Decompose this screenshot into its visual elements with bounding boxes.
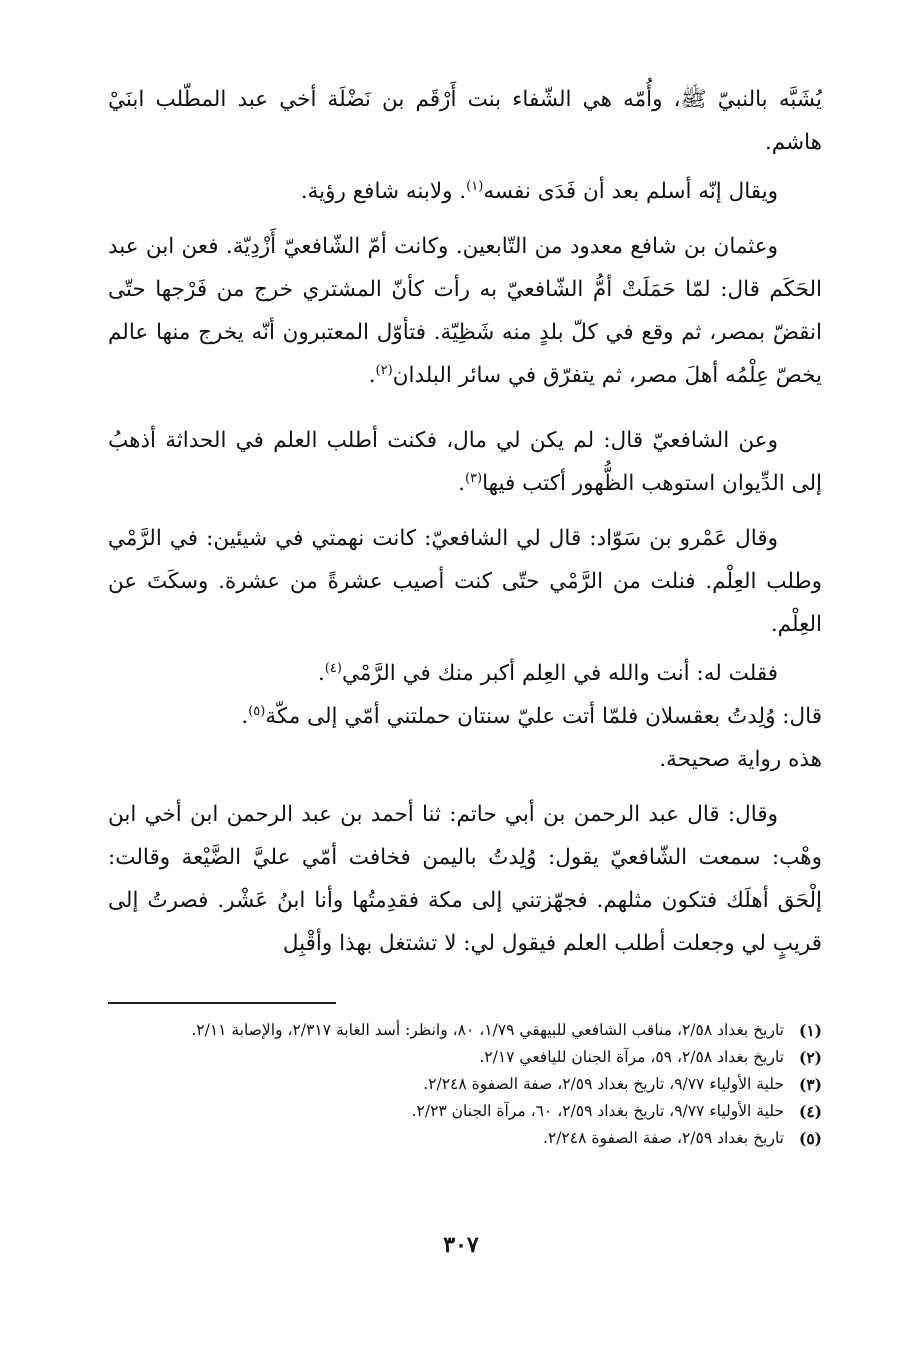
paragraph-3: [108, 225, 822, 397]
paragraph-text: يُشَبَّه بالنبيّ ﷺ، وأُمّه هي الشّفاء بنت أَرْقَم بن نَضْلَة أخي عبد المطّلب ابنَيْ هاشم.: [108, 87, 822, 155]
paragraph-text: قال: وُلِدتُ بعقسلان فلمّا أتت عليّ سنتان حملتني أمّي إلى مكّة: [265, 704, 822, 729]
footnote-text: تاريخ بغداد ٢/٥٨، ٥٩، مرآة الجنان لليافعي ٢/١٧.: [479, 1048, 784, 1066]
paragraph-5: [108, 517, 822, 646]
paragraph-4: [108, 419, 822, 505]
paragraph-text: وقال عَمْرو بن سَوّاد: قال لي الشافعيّ: كانت نهمتي في شيئين: في الرَّمْي وطلب العِلْم. فنلت من الرَّمْي حتّى كنت أصيب عشرةً من عشرة. وسكَتَ عن العِلْم.: [108, 526, 822, 637]
paragraph-text: فقلت له: أنت والله في العِلم أكبر منك في الرَّمْي: [341, 661, 778, 686]
footnote-text: حلية الأولياء ٩/٧٧، تاريخ بغداد ٢/٥٩، صفة الصفوة ٢/٢٤٨.: [423, 1075, 784, 1093]
paragraph-6: [108, 652, 822, 695]
paragraph-text-after: .: [368, 363, 376, 388]
footnote-number: (١): [798, 1021, 822, 1040]
footnote-ref-3[interactable]: (٣): [464, 470, 483, 486]
footnote-number: (٤): [798, 1102, 822, 1121]
footnote-number: (٣): [798, 1075, 822, 1094]
main-text: [108, 78, 822, 965]
footnote-ref-5[interactable]: (٥): [248, 703, 266, 719]
footnote-ref-2[interactable]: (٢): [375, 362, 393, 378]
paragraph-text: وعن الشافعيّ قال: لم يكن لي مال، فكنت أطلب العلم في الحداثة أذهبُ إلى الدِّيوان استوهب الظُّهور أكتب فيها: [108, 428, 822, 496]
paragraph-9: [108, 793, 822, 965]
paragraph-text: هذه رواية صحيحة.: [659, 747, 822, 772]
paragraph-text-after: .: [458, 471, 465, 496]
paragraph-text: وعثمان بن شافع معدود من التّابعين. وكانت أمّ الشّافعيّ أَزْدِيّة. فعن ابن عبد الحَكَم قال: لمّا حَمَلَتْ أمُّ الشّافعيّ به رأت كأنّ المشتري خرج من فَرْجها حتّى انقضّ بمصر، ثم وقع في كلّ بلدٍ منه شَظِيّة. فتأوّل المعتبرون أنّه يخرج منها عالم يخصّ عِلْمُه أهلَ مصر، ثم يتفرّق في سائر البلدان: [108, 234, 822, 388]
footnote-text: تاريخ بغداد ٢/٥٨، مناقب الشافعي للبيهقي ١/٧٩، ٨٠، وانظر: أسد الغابة ٢/٣١٧، والإصابة ٢/١١.: [191, 1021, 784, 1039]
footnote-ref-4[interactable]: (٤): [324, 660, 342, 676]
paragraph-text-after: . ولابنه شافع رؤية.: [300, 179, 467, 204]
paragraph-2: [108, 170, 822, 213]
paragraph-text: ويقال إنّه أسلم بعد أن فَدَى نفسه: [483, 179, 778, 204]
paragraph-7: [108, 695, 822, 738]
paragraph-text-after: .: [317, 661, 325, 686]
paragraph-text: وقال: قال عبد الرحمن بن أبي حاتم: ثنا أحمد بن عبد الرحمن ابن أخي ابن وهْب: سمعت الشّافعيّ يقول: وُلِدتُ باليمن فخافت أمّي عليَّ الضَّيْعة وقالت: إلْحَق أهلَك فتكون مثلهم. فجهّزتني إلى مكة فقدِمتُها وأنا ابنُ عَشْر. فصرتُ إلى قريبٍ لي وجعلت أطلب العلم فيقول لي: لا تشتغل بهذا وأقْبِل: [108, 802, 822, 956]
page-number: ٣٠٧: [443, 1232, 479, 1258]
footnote-number: (٥): [798, 1129, 822, 1148]
paragraph-8: [108, 738, 822, 781]
footnote-2: [108, 1045, 822, 1070]
footnote-5: [108, 1126, 822, 1151]
footnote-ref-1[interactable]: (١): [466, 178, 484, 194]
footnote-text: حلية الأولياء ٩/٧٧، تاريخ بغداد ٢/٥٩، ٦٠، مرآة الجنان ٢/٢٣.: [411, 1102, 784, 1120]
paragraph-1: [108, 78, 822, 164]
paragraph-text-after: .: [241, 704, 249, 729]
footnote-4: [108, 1099, 822, 1124]
footnote-text: تاريخ بغداد ٢/٥٩، صفة الصفوة ٢/٢٤٨.: [542, 1129, 784, 1147]
footnote-1: [108, 1018, 822, 1043]
footnotes: [108, 1002, 822, 1153]
footnote-3: [108, 1072, 822, 1097]
footnote-divider: [108, 1002, 336, 1004]
footnote-number: (٢): [798, 1048, 822, 1067]
